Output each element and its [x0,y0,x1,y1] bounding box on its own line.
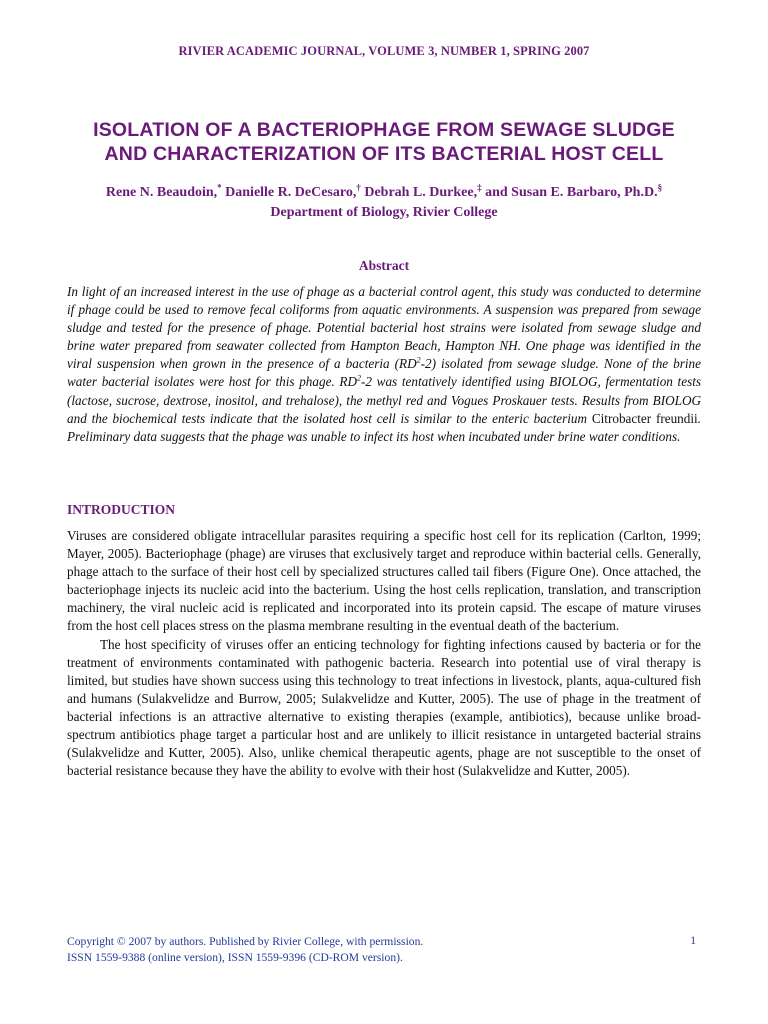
introduction-body [67,527,701,780]
journal-running-header: RIVIER ACADEMIC JOURNAL, VOLUME 3, NUMBER 1, SPRING 2007 [178,44,590,58]
abstract-text-part: -2) isolated from sewage sludge. None of the brine water bacterial isolates were host for this phage. RD [67,356,702,390]
author-durkee: Debrah L. Durkee, [360,185,478,200]
author-list [40,183,728,203]
page-footer [67,934,701,966]
author-block [40,183,728,223]
species-name: Citrobacter freundii [591,410,698,426]
author-footnote-mark: § [657,182,663,193]
abstract-text-part: -2 was tentatively identified using BIOLOG, fermentation tests (lactose, sucrose, dextrose, inositol, and trehalose), the methyl red and Vogues Proskauer tests. Results from BIOLOG and the biochemical tests indicate that the isolated host cell is similar to the enteric bacterium [67,374,701,426]
article-title-line-2: AND CHARACTERIZATION OF ITS BACTERIAL HOST CELL [104,143,664,165]
author-affiliation: Department of Biology, Rivier College [270,205,498,220]
abstract-text [67,283,701,446]
copyright-notice: Copyright © 2007 by authors. Published by Rivier College, with permission. [67,935,424,948]
author-barbaro: and Susan E. Barbaro, Ph.D. [481,185,658,200]
abstract-heading: Abstract [358,258,410,273]
introduction-heading: INTRODUCTION [67,502,176,517]
issn-notice: ISSN 1559-9388 (online version), ISSN 1559-9396 (CD-ROM version). [67,951,403,964]
author-beaudoin: Rene N. Beaudoin, [105,185,218,200]
page-number: 1 [690,934,696,947]
superscript: 2 [357,374,361,384]
author-decesaro: Danielle R. DeCesaro, [221,185,357,200]
abstract-text-part: . Preliminary data suggests that the phage was unable to infect its host when incubated under brine water conditions. [67,410,701,444]
article-title [40,118,728,166]
abstract-text-part: In light of an increased interest in the use of phage as a bacterial control agent, this study was conducted to determine if phage could be used to remove fecal coliforms from aquatic environments. A suspension was prepared from sewage sludge and tested for the presence of phage. Potential bacterial host strains were isolated from sewage sludge and brine water prepared from seawater collected from Hampton Beach, Hampton NH. One phage was identified in the viral suspension when grown in the presence of a bacteria (RD [67,284,701,372]
introduction-paragraph-2: The host specificity of viruses offer an enticing technology for fighting infections caused by bacteria or for the treatment of environments contaminated with pathogenic bacteria. Research into potential use of viral therapy is limited, but studies have shown success using this technology to treat infections in livestock, plants, aqua-cultured fish and humans (Sulakvelidze and Burrow, 2005; Sulakvelidze and Kutter, 2005). The use of phage in the treatment of bacterial infections is an attractive alternative to existing therapies (example, antibiotics), because unlike broad-spectrum antibiotics phage target a particular host and are unlikely to illicit resistance in untargeted bacterial strains (Sulakvelidze and Kutter, 2005). Also, unlike chemical therapeutic agents, phage are not susceptible to the onset of bacterial resistance because they have the ability to evolve with their host (Sulakvelidze and Kutter, 2005). [67,636,701,779]
author-footnote-mark: * [217,182,222,193]
article-title-line-1: ISOLATION OF A BACTERIOPHAGE FROM SEWAGE SLUDGE [93,119,675,141]
author-footnote-mark: ‡ [477,182,482,193]
author-footnote-mark: † [356,182,361,193]
introduction-paragraph-1: Viruses are considered obligate intracellular parasites requiring a specific host cell for its replication (Carlton, 1999; Mayer, 2005). Bacteriophage (phage) are viruses that exclusively target and reproduce within bacterial cells. Generally, phage attach to the surface of their host cell by specialized structures called tail fibers (Figure One). Once attached, the bacteriophage injects its nucleic acid into the bacterium. Using the host cells replication, translation, and transcription machinery, the viral nucleic acid is replicated and incorporated into its protein capsid. The escape of mature viruses from the host cell places stress on the plasma membrane resulting in the eventual death of the bacterium. [67,528,701,634]
superscript: 2 [416,355,421,365]
